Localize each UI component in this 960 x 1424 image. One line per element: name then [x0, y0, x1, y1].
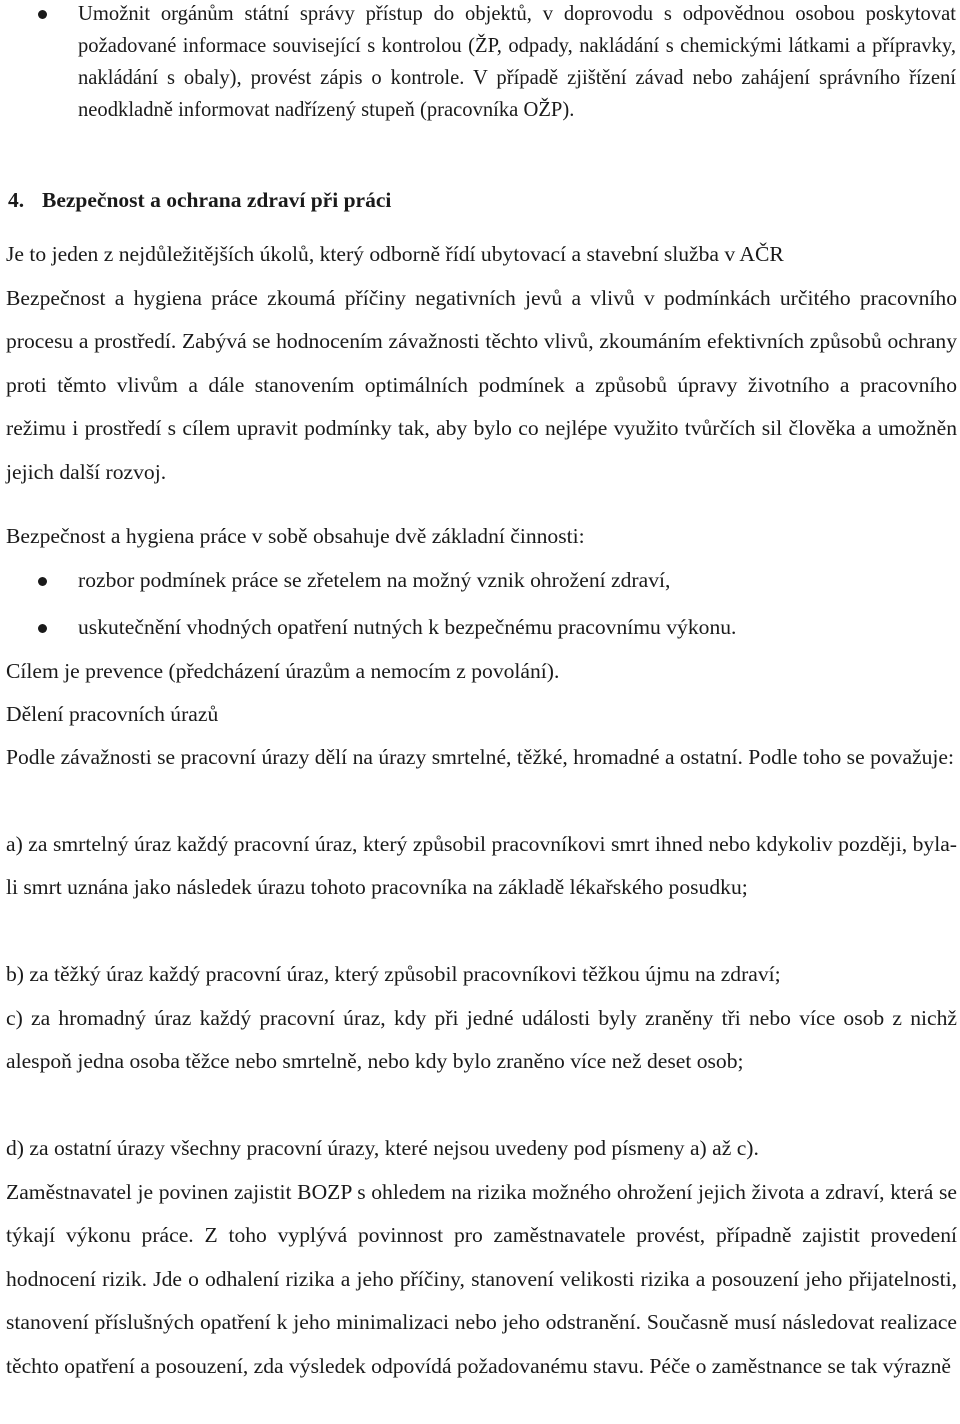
- paragraph-other-injuries: d) za ostatní úrazy všechny pracovní úrazy, které nejsou uvedeny pod písmeny a) až c).: [6, 1136, 759, 1160]
- section-heading: [8, 186, 391, 214]
- paragraph-employer-duty: Zaměstnavatel je povinen zajistit BOZP s ohledem na rizika možného ohrožení jejich života a zdraví, která se týkají výkonu práce. Z toho vyplývá povinnost pro zaměstnavatele provést, případně zajistit provedení hodnocení rizik. Jde o odhalení rizika a jeho příčiny, stanovení velikosti rizika a posouzení jeho přijatelnosti, stanovení příslušných opatření k jeho minimalizaci nebo jeho odstranění. Současně musí následovat realizace těchto opatření a posouzení, zda výsledek odpovídá požadovanému stavu. Péče o zaměstnance se tak výrazně: [6, 1180, 957, 1378]
- bullet-icon: [38, 577, 47, 586]
- bullet-paragraph-inspection: Umožnit orgánům státní správy přístup do objektů, v doprovodu s odpovědnou osobou poskytovat požadované informace související s kontrolou (ŽP, odpady, nakládání s chemickými látkami a přípravky, nakládání s obaly), provést zápis o kontrole. V případě zjištění závad nebo zahájení správního řízení neodkladně informovat nadřízený stupeň (pracovníka OŽP).: [78, 3, 956, 121]
- paragraph-mass-injury: c) za hromadný úraz každý pracovní úraz, kdy při jedné události byly zraněny tři nebo více osob z nichž alespoň jedna osoba těžce nebo smrtelně, nebo kdy bylo zraněno více než deset osob;: [6, 1006, 957, 1074]
- paragraph-goal: Cílem je prevence (předcházení úrazům a nemocím z povolání).: [6, 659, 560, 683]
- paragraph-hygiene-definition: Bezpečnost a hygiena práce zkoumá příčiny negativních jevů a vlivů v podmínkách určitého pracovního procesu a prostředí. Zabývá se hodnocením závažnosti těchto vlivů, zkoumáním efektivních způsobů ochrany proti těmto vlivům a dále stanovením optimálních podmínek a způsobů úpravy životního a pracovního režimu i prostředí s cílem upravit podmínky tak, aby bylo co nejlépe využito tvůrčích sil člověka a umožněn jejich další rozvoj.: [6, 286, 957, 484]
- paragraph-intro: Je to jeden z nejdůležitějších úkolů, který odborně řídí ubytovací a stavební služba v AČR: [6, 242, 784, 266]
- bullet-icon: [38, 10, 47, 19]
- section-number: 4.: [8, 188, 25, 212]
- paragraph-subheading-injuries: Dělení pracovních úrazů: [6, 702, 219, 726]
- list-item-measures: uskutečnění vhodných opatření nutných k bezpečnému pracovnímu výkonu.: [78, 615, 737, 639]
- paragraph-serious-injury: b) za těžký úraz každý pracovní úraz, který způsobil pracovníkovi těžkou újmu na zdraví;: [6, 962, 781, 986]
- bullet-icon: [38, 624, 47, 633]
- list-item-analysis: rozbor podmínek práce se zřetelem na možný vznik ohrožení zdraví,: [78, 568, 671, 592]
- paragraph-fatal-injury: a) za smrtelný úraz každý pracovní úraz, který způsobil pracovníkovi smrt ihned nebo kdykoliv později, byla-li smrt uznána jako následek úrazu tohoto pracovníka na základě lékařského posudku;: [6, 832, 957, 900]
- paragraph-activities-intro: Bezpečnost a hygiena práce v sobě obsahuje dvě základní činnosti:: [6, 524, 585, 548]
- paragraph-injury-classification: Podle závažnosti se pracovní úrazy dělí na úrazy smrtelné, těžké, hromadné a ostatní. Podle toho se považuje:: [6, 745, 955, 769]
- section-title: Bezpečnost a ochrana zdraví při práci: [42, 188, 392, 212]
